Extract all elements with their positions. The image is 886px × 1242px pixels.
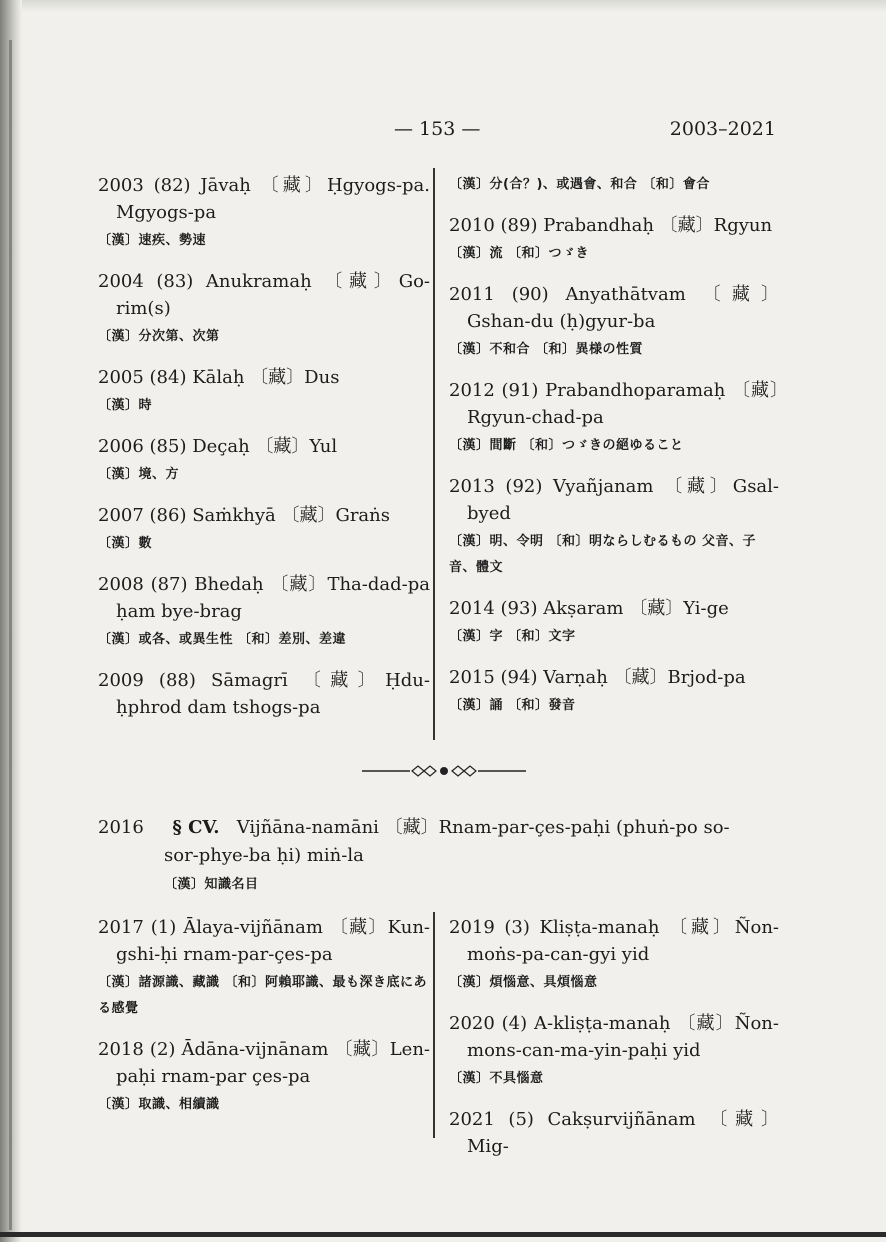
entry-gloss: 〔漢〕不具惱意 (449, 1071, 544, 1086)
entry-head: 2014 (93) Akṣaram 〔藏〕Yi-ge (449, 598, 729, 619)
entry-gloss: 〔漢〕分次第、次第 (98, 329, 220, 344)
entry-gloss: 〔漢〕分(合？)、或遇會、和合 〔和〕會合 (449, 177, 710, 192)
entry-2008 (98, 571, 430, 653)
entry-head: 2010 (89) Prabandhaḥ 〔藏〕Rgyun (449, 215, 773, 236)
entry-gloss: 〔漢〕境、方 (98, 467, 180, 482)
entry-2011 (449, 281, 779, 363)
entry-gloss: 〔漢〕時 (98, 398, 153, 413)
entry-head: 2021 (5) Cakṣurvijñānam 〔藏〕Mig- (449, 1109, 779, 1157)
entry-gloss: 〔漢〕不和合 〔和〕異様の性質 (449, 342, 644, 357)
entry-head: 2011 (90) Anyathātvam 〔藏〕Gshan-du (ḥ)gyur-ba (449, 284, 779, 332)
entry-head: 2006 (85) Deçaḥ 〔藏〕Yul (98, 436, 338, 457)
entry-range: 2003–2021 (669, 118, 776, 140)
entry-head: 2020 (4) A-kliṣṭa-manaḥ 〔藏〕Ñon-mons-can-ma-yin-paḥi yid (449, 1013, 779, 1061)
entry-2010 (449, 212, 779, 267)
entry-head: 2008 (87) Bhedaḥ 〔藏〕Tha-dad-pa ḥam bye-brag (98, 574, 430, 622)
entry-gloss: 〔漢〕字 〔和〕文字 (449, 629, 576, 644)
entry-head: 2013 (92) Vyañjanam 〔藏〕Gsal-byed (449, 476, 779, 524)
entry-2015 (449, 664, 779, 719)
entry-gloss: 〔漢〕或各、或異生性 〔和〕差別、差違 (98, 632, 347, 647)
section-gloss: 〔漢〕知識名目 (164, 877, 259, 892)
entry-gloss: 〔漢〕誦 〔和〕發音 (449, 698, 576, 713)
entry-head: 2004 (83) Anukramaḥ 〔藏〕Go-rim(s) (98, 271, 430, 319)
bottom-left-column (98, 914, 430, 1132)
entry-gloss: 〔漢〕取識、相續識 (98, 1097, 220, 1112)
entry-2004 (98, 268, 430, 350)
entry-gloss: 〔漢〕明、令明 〔和〕明ならしむるもの 父音、子音、體文 (449, 534, 757, 575)
entry-2006 (98, 433, 430, 488)
entry-2005 (98, 364, 430, 419)
column-divider-bottom (433, 912, 435, 1138)
entry-gloss: 〔漢〕速疾、勢速 (98, 233, 207, 248)
entry-2019 (449, 914, 779, 996)
entry-head: 2003 (82) Jāvaḥ 〔藏〕Ḥgyogs-pa. Mgyogs-pa (98, 175, 430, 223)
entry-gloss: 〔漢〕數 (98, 536, 153, 551)
page-header (0, 118, 886, 148)
section-cv (98, 814, 788, 898)
entry-2014 (449, 595, 779, 650)
bottom-right-column (449, 914, 779, 1174)
entry-2009-continued (449, 172, 779, 198)
entry-2012 (449, 377, 779, 459)
section-line-2: sor-phye-ba ḥi) miṅ-la (164, 845, 364, 866)
entry-2003 (98, 172, 430, 254)
section-title: Vijñāna-namāni 〔藏〕Rnam-par-çes-paḥi (phuṅ-po so- (236, 817, 730, 838)
section-mark: § CV. (172, 817, 220, 838)
entry-head: 2017 (1) Ālaya-vijñānam 〔藏〕Kun-gshi-ḥi rnam-par-çes-pa (98, 917, 430, 965)
entry-head: 2015 (94) Varṇaḥ 〔藏〕Brjod-pa (449, 667, 746, 688)
entry-head: 2005 (84) Kālaḥ 〔藏〕Dus (98, 367, 340, 388)
entry-gloss: 〔漢〕諸源識、藏識 〔和〕阿賴耶識、最も深き底にある感覺 (98, 975, 428, 1016)
entry-head: 2018 (2) Ādāna-vijnānam 〔藏〕Len-paḥi rnam-par çes-pa (98, 1039, 430, 1087)
entry-gloss: 〔漢〕間斷 〔和〕つゞきの絕ゆること (449, 438, 684, 453)
entry-head: 2009 (88) Sāmagrī 〔藏〕Ḥdu-ḥphrod dam tshogs-pa (98, 670, 430, 718)
entry-2007 (98, 502, 430, 557)
spine-line (9, 40, 12, 1230)
entry-head: 2019 (3) Kliṣṭa-manaḥ 〔藏〕Ñon-moṅs-pa-can-gyi yid (449, 917, 779, 965)
bottom-edge-line (0, 1232, 886, 1237)
top-left-column (98, 172, 430, 735)
section-line-1 (98, 814, 788, 842)
entry-2020 (449, 1010, 779, 1092)
entry-head: 2012 (91) Prabandhoparamaḥ 〔藏〕Rgyun-chad-pa (449, 380, 779, 428)
entry-2018 (98, 1036, 430, 1118)
entry-gloss: 〔漢〕煩惱意、具煩惱意 (449, 975, 598, 990)
column-divider-top (433, 168, 435, 740)
section-entry-number: 2016 (98, 817, 144, 838)
entry-head: 2007 (86) Saṁkhyā 〔藏〕Graṅs (98, 505, 390, 526)
entry-gloss: 〔漢〕流 〔和〕つゞき (449, 246, 590, 261)
entry-2013 (449, 473, 779, 581)
ornament-divider (360, 760, 528, 782)
entry-2009 (98, 667, 430, 721)
entry-2017 (98, 914, 430, 1022)
page-number: — 153 — (394, 118, 481, 140)
top-right-column (449, 172, 779, 733)
page-top-edge (0, 0, 886, 12)
entry-2021 (449, 1106, 779, 1160)
